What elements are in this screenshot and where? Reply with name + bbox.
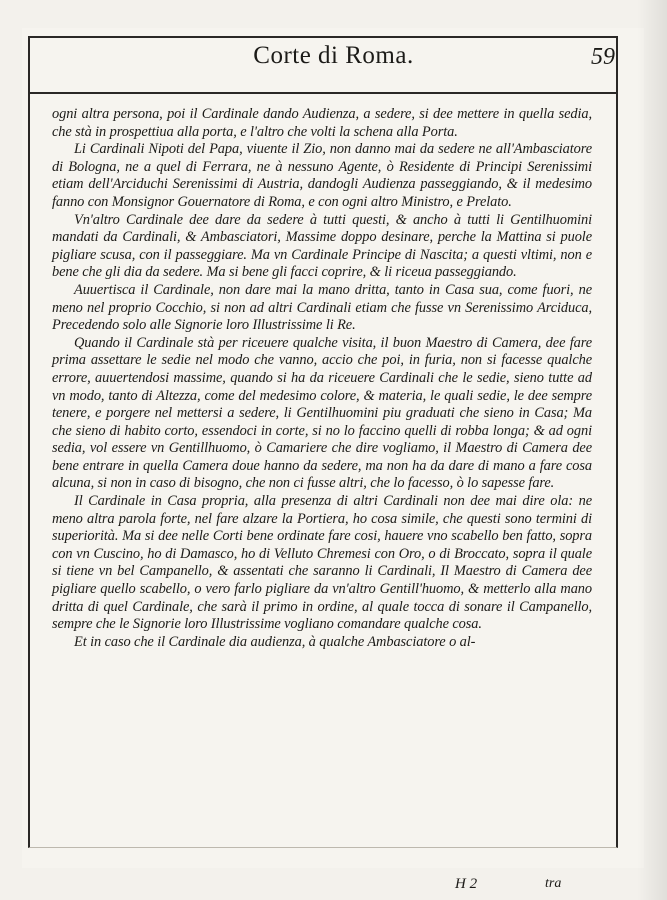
paragraph: Vn'altro Cardinale dee dare da sedere à tutti questi, & ancho à tutti li Gentilhuomini mandati da Cardinali, & Ambasciatori, Massime doppo desinare, perche la Mattina si puole pigliare scusa, con il passeggiare. Ma vn Cardinale Principe di Nascita; a questi vltimi, non e bene che gli dia da sedere. Ma si bene gli facci coprire, & li riceua passeggiando. — [52, 211, 592, 281]
header-rule-bottom — [28, 92, 618, 94]
paragraph: Quando il Cardinale stà per riceuere qualche visita, il buon Maestro di Camera, dee fare prima assettare le sedie nel modo che vanno, accio che poi, in furia, non si facesse qualche errore, auuertendosi massime, quando si ha da riceuere Cardinali che le sedie, sieno tutte ad vn modo, tanto di Altezza, come del medesimo colore, & materia, le quali sedie, le dee sempre tenere, e porgere nel mettersi a sedere, li Gentilhuomini piu graduati che sieno in Casa; Ma che sieno di habito corto, essendoci in corte, si no lo faccino quelli di robba longa; & ad ogni sedia, vol essere vn Gentillhuomo, ò Camariere che dire vogliamo, il Maestro di Camera dee bene entrare in quella Camera doue hanno da sedere, ma non ha da dare di mano a fare cosa alcuna, si non in caso di bisogno, che non ci fusse altri, che lo facesso, ò lo sapesse fare. — [52, 334, 592, 492]
paragraph: Li Cardinali Nipoti del Papa, viuente il Zio, non danno mai da sedere ne all'Ambasciatore di Bologna, ne a quel di Ferrara, ne à nessuno Agente, ò Residente di Principi Serenissimi etiam dell'Arciduchi Serenissimi di Austria, dandogli Audienza passeggiando, & il medesimo fanno con Monsignor Gouernatore di Roma, e con ogni altro Ministro, e Prelato. — [52, 141, 592, 210]
paragraph: Auuertisca il Cardinale, non dare mai la mano dritta, tanto in Casa sua, come fuori, ne meno nel proprio Cocchio, si non ad altri Cardinali etiam che fusse vn Serenissimo Arciduca, Precedendo solo alle Signorie loro Illustrissime li Re. — [52, 281, 592, 334]
paragraph: Et in caso che il Cardinale dia audienza, à qualche Ambasciatore o al- — [74, 633, 476, 650]
page-edge-shadow — [637, 0, 667, 900]
signature-mark: H 2 — [455, 876, 478, 892]
page-number: 59 — [591, 44, 615, 70]
catchword: tra — [545, 876, 562, 891]
header-rule-top — [28, 36, 618, 38]
paragraph: ogni altra persona, poi il Cardinale dando Audienza, a sedere, si dee mettere in quella sedia, che stà in prospettiua alla porta, e l'altro che volti la schena alla Porta. — [52, 106, 592, 140]
running-title: Corte di Roma. — [253, 42, 414, 69]
paragraph: Il Cardinale in Casa propria, alla presenza di altri Cardinali non dee mai dire ola: ne meno altra parola forte, nel fare alzare la Portiera, ho cosa simile, che questi sono termini di superiorità. Ma si dee nelle Corti bene ordinate fare cosi, hauere vno scabello ben fatto, sopra con vn Cuscino, ho di Damasco, ho di Velluto Chremesi con Oro, o di Broccato, sopra il quale si tiene vn bel Campanello, & assentati che saranno li Cardinali, Il Maestro di Camera dee pigliare quello scabello, o vero farlo pigliare da vn'altro Gentill'huomo, & metterlo alla mano dritta di quel Cardinale, che sarà il primo in ordine, al quale tocca di sonare il Campanello, sempre che le Signorie loro Illustrissime vogliano comandare qualche cosa. — [52, 493, 592, 633]
body-text — [52, 106, 592, 651]
